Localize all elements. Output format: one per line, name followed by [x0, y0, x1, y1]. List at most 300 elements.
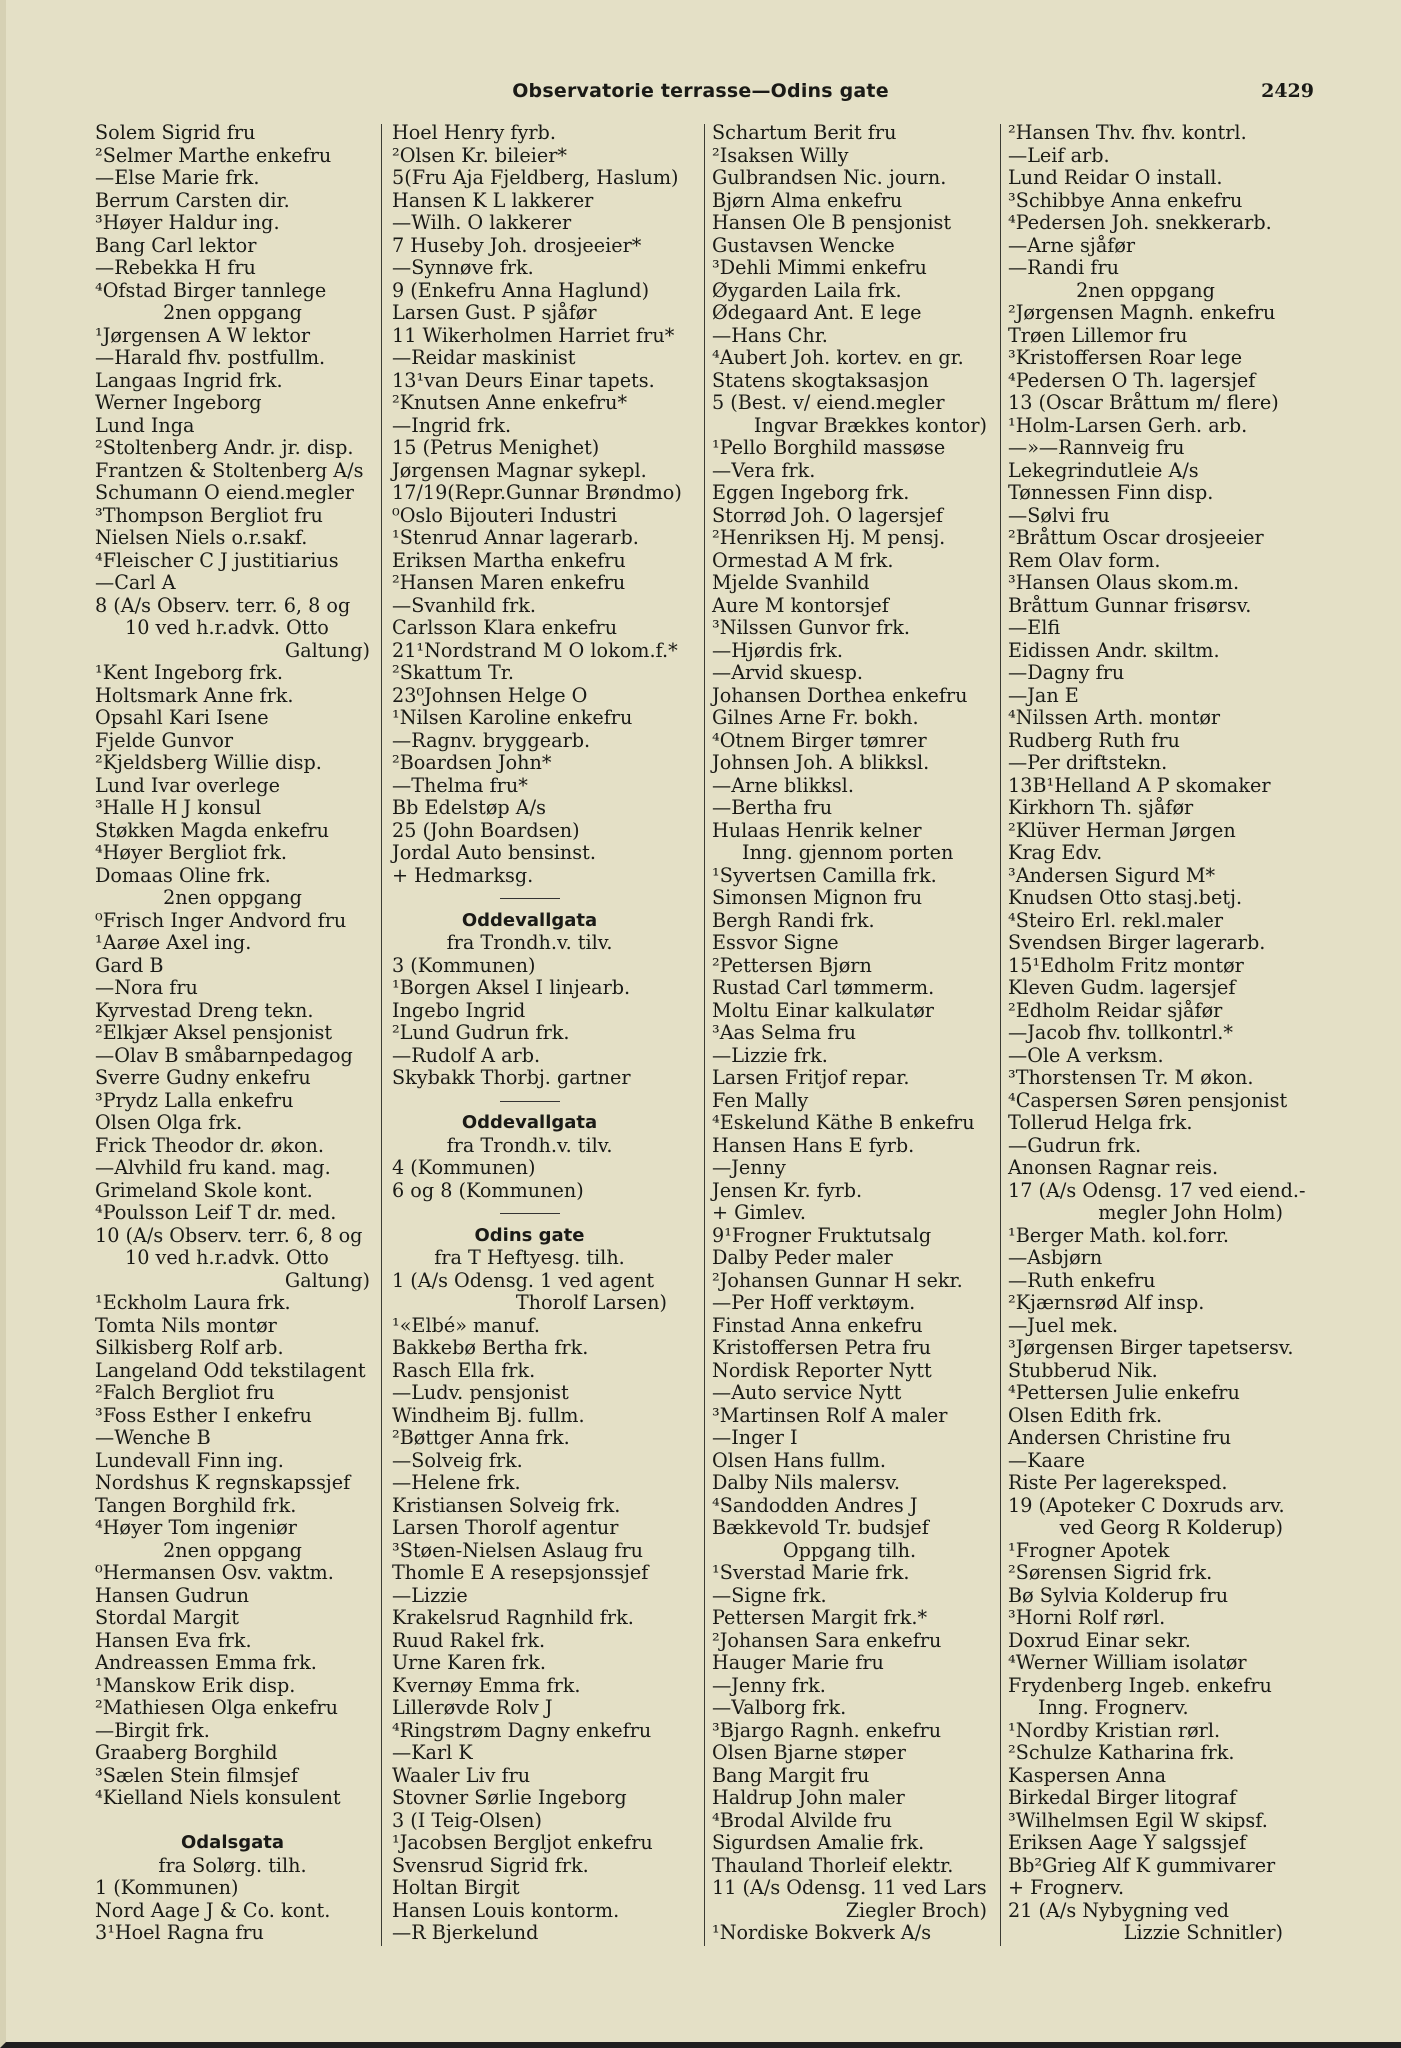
- directory-entry: 2nen oppgang: [163, 886, 302, 909]
- directory-entry: ⁴Brodal Alvilde fru: [712, 1808, 892, 1832]
- directory-entry: ⁴Werner William isolatør: [1008, 1651, 1247, 1674]
- directory-entry: —Lizzie: [392, 1583, 468, 1607]
- directory-entry: Bb²Grieg Alf K gummivarer: [1008, 1853, 1276, 1877]
- directory-entry: ⁴Poulsson Leif T dr. med.: [95, 1201, 337, 1224]
- directory-entry: —Per driftstekn.: [1008, 751, 1168, 774]
- section-rule: [392, 1090, 667, 1113]
- directory-entry: Haldrup John maler: [712, 1786, 905, 1809]
- directory-entry: 10 ved h.r.advk. Otto: [125, 616, 329, 639]
- directory-entry: ¹Aarøe Axel ing.: [95, 931, 252, 954]
- directory-entry: ²Sørensen Sigrid frk.: [1008, 1561, 1213, 1584]
- directory-entry: —Sølvi fru: [1008, 503, 1110, 527]
- directory-entry: ²Kjærnsrød Alf insp.: [1008, 1291, 1205, 1314]
- column-2: [392, 121, 682, 1945]
- directory-entry: —Juel mek.: [1008, 1313, 1119, 1337]
- directory-entry: Larsen Thorolf agentur: [392, 1516, 619, 1539]
- street-heading: Odins gate: [474, 1224, 585, 1246]
- directory-entry: —Rebekka H fru: [95, 256, 256, 279]
- directory-entry: —Leif arb.: [1008, 143, 1110, 167]
- directory-entry: Sigurdsen Amalie frk.: [712, 1831, 925, 1854]
- directory-entry: Lund Ivar overlege: [95, 773, 281, 797]
- directory-entry: ²Boardsen John*: [392, 751, 552, 774]
- directory-entry: Olsen Edith frk.: [1008, 1403, 1163, 1427]
- directory-entry: Hansen Louis kontorm.: [392, 1898, 620, 1922]
- directory-entry: 10 ved h.r.advk. Otto: [125, 1246, 329, 1269]
- directory-entry: Lund Reidar O install.: [1008, 166, 1223, 189]
- directory-entry: 25 (John Boardsen): [392, 818, 580, 842]
- directory-entry: —Wenche B: [95, 1426, 211, 1449]
- directory-entry: Skybakk Thorbj. gartner: [392, 1066, 631, 1089]
- directory-entry: 6 og 8 (Kommunen): [392, 1178, 584, 1202]
- directory-entry: Gard B: [95, 953, 164, 977]
- directory-entry: Hansen Eva frk.: [95, 1628, 252, 1652]
- directory-entry: Waaler Liv fru: [392, 1763, 531, 1787]
- directory-entry: ³Dehli Mimmi enkefru: [712, 256, 927, 279]
- directory-entry: —Hans Chr.: [712, 323, 828, 347]
- directory-entry: Larsen Fritjof repar.: [712, 1066, 910, 1089]
- directory-entry: ³Horni Rolf rørl.: [1008, 1606, 1166, 1629]
- directory-entry: ⁴Fleischer C J justitiarius: [95, 548, 339, 572]
- directory-entry: —Solveig frk.: [392, 1448, 523, 1472]
- directory-entry: Inng. Frognerv.: [1038, 1696, 1189, 1719]
- directory-entry: Tollerud Helga frk.: [1008, 1111, 1193, 1134]
- directory-entry: ³Hansen Olaus skom.m.: [1008, 571, 1240, 594]
- directory-entry: ²Falch Bergliot fru: [95, 1381, 275, 1404]
- directory-entry: Tomta Nils montør: [95, 1313, 277, 1337]
- directory-entry: Bakkebø Bertha frk.: [392, 1336, 589, 1359]
- directory-entry: Werner Ingeborg: [95, 391, 262, 414]
- directory-entry: 13B¹Helland A P skomaker: [1008, 773, 1271, 797]
- directory-entry: Langeland Odd tekstilagent: [95, 1358, 366, 1382]
- directory-entry: —Bertha fru: [712, 796, 833, 819]
- directory-entry: Rudberg Ruth fru: [1008, 728, 1180, 752]
- directory-entry: Lillerøvde Rolv J: [392, 1696, 553, 1719]
- directory-entry: ⁴Ringstrøm Dagny enkefru: [392, 1718, 652, 1742]
- directory-entry: Rustad Carl tømmerm.: [712, 976, 935, 999]
- directory-entry: ³Martinsen Rolf A maler: [712, 1403, 948, 1427]
- directory-entry: ⁴Pedersen Joh. snekkerarb.: [1008, 211, 1272, 234]
- directory-entry: 9 (Enkefru Anna Haglund): [392, 278, 650, 302]
- directory-entry: Knudsen Otto stasj.betj.: [1008, 886, 1243, 909]
- directory-entry: Kleven Gudm. lagersjef: [1008, 976, 1236, 999]
- directory-entry: Bang Carl lektor: [95, 233, 257, 257]
- directory-entry: ⁴Pettersen Julie enkefru: [1008, 1381, 1240, 1404]
- directory-entry: 17 (A/s Odensg. 17 ved eiend.-: [1008, 1178, 1306, 1202]
- directory-entry: Trøen Lillemor fru: [1008, 323, 1188, 347]
- directory-entry: —Arvid skuesp.: [712, 661, 863, 684]
- directory-entry: Olsen Bjarne støper: [712, 1741, 906, 1764]
- directory-entry: 13¹van Deurs Einar tapets.: [392, 368, 655, 392]
- directory-entry: Anonsen Ragnar reis.: [1008, 1156, 1219, 1179]
- directory-entry: ³Prydz Lalla enkefru: [95, 1088, 294, 1112]
- directory-entry: ³Foss Esther I enkefru: [95, 1403, 312, 1427]
- directory-entry: 15¹Edholm Fritz montør: [1008, 953, 1244, 977]
- directory-entry: Dalby Nils malersv.: [712, 1471, 900, 1494]
- directory-entry: ¹Jørgensen A W lektor: [95, 323, 311, 347]
- directory-entry: Windheim Bj. fullm.: [392, 1403, 585, 1427]
- directory-entry: ²Stoltenberg Andr. jr. disp.: [95, 436, 354, 459]
- directory-entry: —Else Marie frk.: [95, 166, 260, 189]
- directory-entry: ²Skattum Tr.: [392, 661, 514, 684]
- directory-entry: ³Aas Selma fru: [712, 1021, 856, 1044]
- directory-entry: Moltu Einar kalkulatør: [712, 998, 934, 1022]
- directory-entry: Johansen Dorthea enkefru: [712, 683, 968, 707]
- street-heading: Oddevallgata: [461, 1112, 598, 1133]
- directory-entry: Hansen Ole B pensjonist: [712, 211, 952, 234]
- directory-entry: Fen Mally: [712, 1088, 809, 1112]
- column-divider: [381, 124, 382, 1946]
- directory-entry: 23⁰Johnsen Helge O: [392, 683, 588, 707]
- directory-entry: 2nen oppgang: [163, 1538, 302, 1562]
- directory-entry: Lizzie Schnitler): [1123, 1921, 1283, 1944]
- directory-entry: —Hjørdis frk.: [712, 638, 843, 662]
- directory-entry: Andreassen Emma frk.: [95, 1651, 317, 1674]
- directory-entry: —Kaare: [1008, 1448, 1085, 1472]
- directory-entry: ²Isaksen Willy: [712, 143, 849, 167]
- directory-entry: —Per Hoff verktøym.: [712, 1291, 916, 1314]
- directory-entry: Langaas Ingrid frk.: [95, 368, 283, 392]
- directory-entry: —Jan E: [1008, 683, 1079, 707]
- column-3: [712, 122, 987, 1945]
- directory-entry: —Reidar maskinist: [392, 346, 576, 369]
- directory-entry: Hansen K L lakkerer: [392, 188, 594, 212]
- directory-entry: Nordisk Reporter Nytt: [712, 1358, 932, 1382]
- directory-entry: Bjørn Alma enkefru: [712, 188, 903, 212]
- directory-entry: —Vera frk.: [712, 458, 816, 482]
- directory-entry: ²Edholm Reidar sjåfør: [1008, 998, 1223, 1022]
- directory-entry: Krag Edv.: [1008, 841, 1103, 864]
- directory-entry: ²Bøttger Anna frk.: [392, 1426, 570, 1449]
- directory-entry: ⁴Kielland Niels konsulent: [95, 1786, 341, 1809]
- directory-entry: fra T Heftyesg. tilh.: [434, 1246, 625, 1269]
- directory-entry: Jordal Auto bensinst.: [392, 841, 596, 864]
- directory-entry: ⁴Høyer Tom ingeniør: [95, 1516, 297, 1539]
- directory-entry: ⁴Ofstad Birger tannlege: [95, 278, 327, 302]
- directory-entry: —Svanhild frk.: [392, 593, 536, 617]
- directory-entry: Inng. gjennom porten: [742, 841, 954, 864]
- directory-entry: Dalby Peder maler: [712, 1246, 893, 1269]
- directory-entry: ³Sælen Stein filmsjef: [95, 1763, 299, 1787]
- directory-entry: Holtsmark Anne frk.: [95, 683, 294, 707]
- directory-entry: ⁰Frisch Inger Andvord fru: [95, 908, 347, 932]
- directory-entry: Simonsen Mignon fru: [712, 886, 923, 909]
- directory-entry: Kristiansen Solveig frk.: [392, 1493, 621, 1517]
- directory-entry: ⁴Eskelund Käthe B enkefru: [712, 1111, 975, 1134]
- column-1: [95, 122, 370, 1945]
- directory-entry: Thorolf Larsen): [515, 1291, 667, 1314]
- directory-entry: ³Nilssen Gunvor frk.: [712, 616, 910, 639]
- directory-entry: ³Schibbye Anna enkefru: [1008, 188, 1243, 212]
- directory-entry: ³Kristoffersen Roar lege: [1008, 346, 1243, 369]
- column-divider: [704, 124, 705, 1946]
- directory-entry: —Gudrun frk.: [1008, 1133, 1142, 1157]
- directory-entry: 17/19(Repr.Gunnar Brøndmo): [392, 481, 682, 504]
- directory-entry: ²Elkjær Aksel pensjonist: [95, 1021, 333, 1044]
- directory-entry: Øygarden Laila frk.: [712, 278, 902, 302]
- directory-entry: ²Olsen Kr. bileier*: [392, 143, 567, 167]
- directory-entry: 1 (A/s Odensg. 1 ved agent: [392, 1268, 655, 1292]
- directory-entry: Mjelde Svanhild: [712, 571, 870, 594]
- directory-entry: —Nora fru: [95, 976, 198, 999]
- directory-entry: —Birgit frk.: [95, 1718, 210, 1742]
- directory-entry: 11 Wikerholmen Harriet fru*: [392, 323, 675, 347]
- directory-entry: —Alvhild fru kand. mag.: [95, 1156, 331, 1179]
- directory-entry: 2nen oppgang: [163, 301, 302, 324]
- column-divider: [1000, 124, 1001, 1946]
- directory-entry: ³Jørgensen Birger tapetsersv.: [1008, 1336, 1294, 1359]
- directory-entry: ²Johansen Gunnar H sekr.: [712, 1268, 963, 1292]
- directory-entry: ⁴Høyer Bergliot frk.: [95, 841, 287, 864]
- directory-entry: ⁴Pedersen O Th. lagersjef: [1008, 368, 1256, 392]
- directory-entry: —Jacob fhv. tollkontrl.*: [1008, 1021, 1234, 1044]
- directory-entry: Ormestad A M frk.: [712, 548, 894, 572]
- directory-entry: Eggen Ingeborg frk.: [712, 481, 910, 504]
- directory-entry: —»—Rannveig fru: [1008, 436, 1185, 459]
- directory-entry: ¹Holm-Larsen Gerh. arb.: [1008, 413, 1248, 437]
- directory-entry: Ziegler Broch): [845, 1898, 987, 1922]
- directory-entry: Galtung): [284, 638, 370, 662]
- directory-entry: ²Jørgensen Magnh. enkefru: [1008, 301, 1276, 324]
- directory-entry: fra Trondh.v. tilv.: [446, 1133, 613, 1157]
- directory-entry: Bråttum Gunnar frisørsv.: [1008, 593, 1252, 617]
- directory-entry: Lund Inga: [95, 413, 195, 437]
- directory-entry: 21 (A/s Nybygning ved: [1008, 1898, 1230, 1922]
- directory-entry: Urne Karen frk.: [392, 1651, 546, 1674]
- directory-entry: Gulbrandsen Nic. journ.: [712, 166, 947, 189]
- directory-entry: 9¹Frogner Fruktutsalg: [712, 1223, 932, 1247]
- section-rule: [392, 887, 667, 910]
- directory-entry: —Auto service Nytt: [712, 1381, 902, 1404]
- directory-entry: —Olav B småbarnpedagog: [95, 1043, 353, 1067]
- directory-entry: ⁰Oslo Bijouteri Industri: [392, 503, 618, 527]
- directory-entry: Doxrud Einar sekr.: [1008, 1628, 1191, 1652]
- directory-entry: Berrum Carsten dir.: [95, 188, 290, 212]
- directory-entry: —Helene frk.: [392, 1471, 521, 1494]
- directory-entry: + Hedmarksg.: [392, 863, 534, 887]
- directory-entry: ²Johansen Sara enkefru: [712, 1628, 942, 1652]
- directory-entry: Eriksen Martha enkefru: [392, 548, 626, 572]
- directory-entry: Svensrud Sigrid frk.: [392, 1853, 589, 1877]
- directory-entry: Bækkevold Tr. budsjef: [712, 1516, 929, 1539]
- directory-entry: 3 (Kommunen): [392, 953, 536, 977]
- directory-entry: fra Trondh.v. tilv.: [446, 931, 613, 954]
- directory-entry: ⁴Otnem Birger tømrer: [712, 728, 927, 752]
- directory-entry: —Wilh. O lakkerer: [392, 211, 572, 234]
- directory-entry: ³Bjargo Ragnh. enkefru: [712, 1718, 942, 1742]
- directory-entry: ²Lund Gudrun frk.: [392, 1021, 570, 1044]
- directory-entry: ⁴Steiro Erl. rekl.maler: [1008, 908, 1224, 932]
- directory-entry: Bb Edelstøp A/s: [392, 796, 546, 819]
- directory-entry: Andersen Christine fru: [1008, 1426, 1232, 1449]
- directory-entry: —Karl K: [392, 1741, 473, 1764]
- directory-entry: —Signe frk.: [712, 1583, 827, 1607]
- directory-entry: Thauland Thorleif elektr.: [712, 1853, 954, 1877]
- directory-entry: —Ole A verksm.: [1008, 1043, 1164, 1067]
- directory-entry: Holtan Birgit: [392, 1876, 520, 1899]
- directory-entry: Jensen Kr. fyrb.: [712, 1178, 863, 1202]
- directory-entry: —Ludv. pensjonist: [392, 1381, 569, 1404]
- directory-entry: —Dagny fru: [1008, 661, 1125, 684]
- directory-entry: ²Hansen Maren enkefru: [392, 571, 626, 594]
- directory-entry: 21¹Nordstrand M O lokom.f.*: [392, 638, 678, 662]
- directory-entry: Ødegaard Ant. E lege: [712, 301, 922, 324]
- directory-entry: ⁴Aubert Joh. kortev. en gr.: [712, 346, 964, 369]
- directory-entry: Silkisberg Rolf arb.: [95, 1336, 284, 1359]
- directory-entry: ¹Sverstad Marie frk.: [712, 1561, 910, 1584]
- directory-entry: Carlsson Klara enkefru: [392, 616, 618, 639]
- directory-entry: 3 (I Teig-Olsen): [392, 1808, 542, 1832]
- directory-entry: Frydenberg Ingeb. enkefru: [1008, 1673, 1272, 1697]
- directory-entry: ⁴Caspersen Søren pensjonist: [1008, 1088, 1288, 1112]
- directory-entry: ¹Berger Math. kol.forr.: [1008, 1223, 1229, 1247]
- directory-entry: 5 (Best. v/ eiend.megler: [712, 391, 945, 414]
- directory-entry: Grimeland Skole kont.: [95, 1178, 313, 1202]
- directory-entry: Hansen Hans E fyrb.: [712, 1133, 915, 1157]
- directory-entry: 8 (A/s Observ. terr. 6, 8 og: [95, 593, 351, 617]
- directory-entry: ³Andersen Sigurd M*: [1008, 863, 1216, 887]
- directory-entry: 5(Fru Aja Fjeldberg, Haslum): [392, 166, 679, 189]
- directory-entry: ¹Syvertsen Camilla frk.: [712, 863, 937, 887]
- page-header-title: Observatorie terrasse—Odins gate: [512, 80, 889, 102]
- directory-entry: Kyrvestad Dreng tekn.: [95, 998, 314, 1022]
- directory-entry: Nord Aage J & Co. kont.: [95, 1898, 331, 1922]
- directory-entry: megler John Holm): [1098, 1201, 1283, 1224]
- directory-entry: Riste Per lagereksped.: [1008, 1471, 1228, 1494]
- directory-entry: —Ragnv. bryggearb.: [392, 728, 591, 752]
- directory-entry: Finstad Anna enkefru: [712, 1313, 923, 1337]
- directory-entry: ⁴Sandodden Andres J: [712, 1493, 918, 1517]
- directory-entry: —Inger I: [712, 1426, 798, 1449]
- directory-entry: —Synnøve frk.: [392, 256, 534, 279]
- directory-entry: —Carl A: [95, 571, 176, 594]
- directory-entry: —Ruth enkefru: [1008, 1268, 1156, 1292]
- directory-entry: Krakelsrud Ragnhild frk.: [392, 1606, 634, 1629]
- directory-entry: ¹Borgen Aksel I linjearb.: [392, 976, 631, 999]
- directory-entry: ¹Stenrud Annar lagerarb.: [392, 526, 639, 549]
- directory-entry: ⁴Nilssen Arth. montør: [1008, 706, 1221, 729]
- directory-entry: Opsahl Kari Isene: [95, 706, 269, 729]
- directory-entry: ²Schulze Katharina frk.: [1008, 1741, 1235, 1764]
- directory-entry: Lundevall Finn ing.: [95, 1448, 284, 1472]
- directory-entry: —Asbjørn: [1008, 1246, 1103, 1269]
- directory-entry: Svendsen Birger lagerarb.: [1008, 931, 1266, 954]
- directory-entry: Schumann O eiend.megler: [95, 481, 354, 504]
- directory-entry: Støkken Magda enkefru: [95, 818, 329, 842]
- directory-entry: ²Bråttum Oscar drosjeeier: [1008, 526, 1264, 549]
- directory-entry: Frick Theodor dr. økon.: [95, 1133, 324, 1157]
- directory-entry: —Randi fru: [1008, 256, 1120, 279]
- directory-entry: —Thelma fru*: [392, 773, 528, 797]
- directory-entry: 15 (Petrus Menighet): [392, 436, 600, 459]
- section-rule: [392, 1202, 667, 1225]
- directory-entry: Oppgang tilh.: [782, 1538, 917, 1562]
- directory-entry: Nordshus K regnskapssjef: [95, 1471, 351, 1494]
- directory-entry: Rem Olav form.: [1008, 548, 1161, 572]
- directory-entry: 7 Huseby Joh. drosjeeier*: [392, 233, 642, 257]
- directory-entry: Thomle E A resepsjonssjef: [392, 1561, 649, 1584]
- directory-entry: ¹Nordiske Bokverk A/s: [712, 1921, 932, 1944]
- directory-entry: —Rudolf A arb.: [392, 1043, 541, 1067]
- directory-entry: ²Knutsen Anne enkefru*: [392, 391, 628, 414]
- directory-entry: ¹Frogner Apotek: [1008, 1538, 1170, 1562]
- directory-entry: 10 (A/s Observ. terr. 6, 8 og: [95, 1223, 363, 1247]
- directory-entry: Gustavsen Wencke: [712, 233, 895, 257]
- directory-entry: 11 (A/s Odensg. 11 ved Lars: [712, 1876, 987, 1899]
- directory-entry: Pettersen Margit frk.*: [712, 1606, 928, 1629]
- directory-entry: —Arne sjåfør: [1008, 233, 1136, 257]
- directory-entry: Ingebo Ingrid: [392, 998, 526, 1022]
- directory-entry: Domaas Oline frk.: [95, 863, 271, 887]
- directory-entry: ²Hansen Thv. fhv. kontrl.: [1008, 121, 1247, 144]
- directory-entry: ²Selmer Marthe enkefru: [95, 143, 332, 167]
- directory-entry: —Harald fhv. postfullm.: [95, 346, 326, 369]
- directory-entry: Galtung): [284, 1268, 370, 1292]
- directory-entry: Lekegrindutleie A/s: [1008, 458, 1199, 482]
- directory-entry: —Ingrid frk.: [392, 413, 512, 437]
- directory-entry: ³Wilhelmsen Egil W skipsf.: [1008, 1808, 1268, 1832]
- directory-entry: 19 (Apoteker C Doxruds arv.: [1008, 1493, 1285, 1517]
- directory-entry: Kristoffersen Petra fru: [712, 1336, 932, 1359]
- directory-entry: Hansen Gudrun: [95, 1583, 250, 1607]
- directory-entry: ³Thompson Bergliot fru: [95, 503, 323, 527]
- directory-entry: ²Henriksen Hj. M pensj.: [712, 526, 946, 549]
- directory-entry: —R Bjerkelund: [392, 1921, 539, 1944]
- directory-entry: Frantzen & Stoltenberg A/s: [95, 458, 364, 482]
- directory-entry: 1 (Kommunen): [95, 1876, 239, 1899]
- directory-entry: Johnsen Joh. A blikksl.: [712, 751, 930, 774]
- directory-entry: Solem Sigrid fru: [95, 121, 256, 144]
- directory-entry: ²Mathiesen Olga enkefru: [95, 1696, 339, 1719]
- directory-entry: —Valborg frk.: [712, 1696, 847, 1719]
- directory-entry: 2nen oppgang: [1076, 278, 1215, 302]
- directory-entry: Kirkhorn Th. sjåfør: [1008, 796, 1194, 819]
- directory-entry: Eriksen Aage Y salgssjef: [1008, 1831, 1247, 1854]
- directory-entry: Fjelde Gunvor: [95, 728, 234, 752]
- directory-entry: Bø Sylvia Kolderup fru: [1008, 1583, 1229, 1607]
- directory-entry: Graaberg Borghild: [95, 1741, 278, 1764]
- directory-entry: ²Klüver Herman Jørgen: [1008, 818, 1236, 842]
- directory-entry: Statens skogtaksasjon: [712, 368, 929, 392]
- directory-entry: Jørgensen Magnar sykepl.: [392, 458, 647, 482]
- directory-entry: ved Georg R Kolderup): [1059, 1516, 1283, 1539]
- directory-entry: 4 (Kommunen): [392, 1156, 536, 1179]
- directory-entry: ³Thorstensen Tr. M økon.: [1008, 1066, 1254, 1089]
- directory-entry: Nielsen Niels o.r.sakf.: [95, 526, 308, 549]
- directory-entry: Kvernøy Emma frk.: [392, 1673, 581, 1697]
- directory-entry: 13 (Oscar Bråttum m/ flere): [1008, 391, 1279, 414]
- directory-entry: ¹Kent Ingeborg frk.: [95, 661, 283, 684]
- directory-entry: Stubberud Nik.: [1008, 1358, 1158, 1382]
- directory-entry: —Jenny: [712, 1156, 786, 1179]
- directory-entry: [95, 1810, 370, 1833]
- directory-entry: —Elfi: [1008, 616, 1061, 639]
- directory-entry: Ruud Rakel frk.: [392, 1628, 546, 1652]
- directory-entry: Kaspersen Anna: [1008, 1763, 1167, 1787]
- directory-entry: ²Pettersen Bjørn: [712, 953, 872, 977]
- directory-entry: ³Høyer Haldur ing.: [95, 211, 280, 234]
- directory-entry: Tønnessen Finn disp.: [1008, 481, 1214, 504]
- directory-entry: Essvor Signe: [712, 931, 839, 954]
- street-heading: Odalsgata: [181, 1832, 284, 1853]
- directory-entry: ³Støen-Nielsen Aslaug fru: [392, 1538, 644, 1562]
- directory-entry: Hauger Marie fru: [712, 1651, 884, 1674]
- directory-entry: Ingvar Brækkes kontor): [753, 413, 987, 437]
- directory-entry: ¹Pello Borghild massøse: [712, 436, 946, 459]
- directory-entry: Tangen Borghild frk.: [95, 1493, 297, 1517]
- directory-entry: ¹Nilsen Karoline enkefru: [392, 706, 633, 729]
- directory-entry: Olsen Olga frk.: [95, 1111, 243, 1134]
- directory-entry: ²Kjeldsberg Willie disp.: [95, 751, 322, 774]
